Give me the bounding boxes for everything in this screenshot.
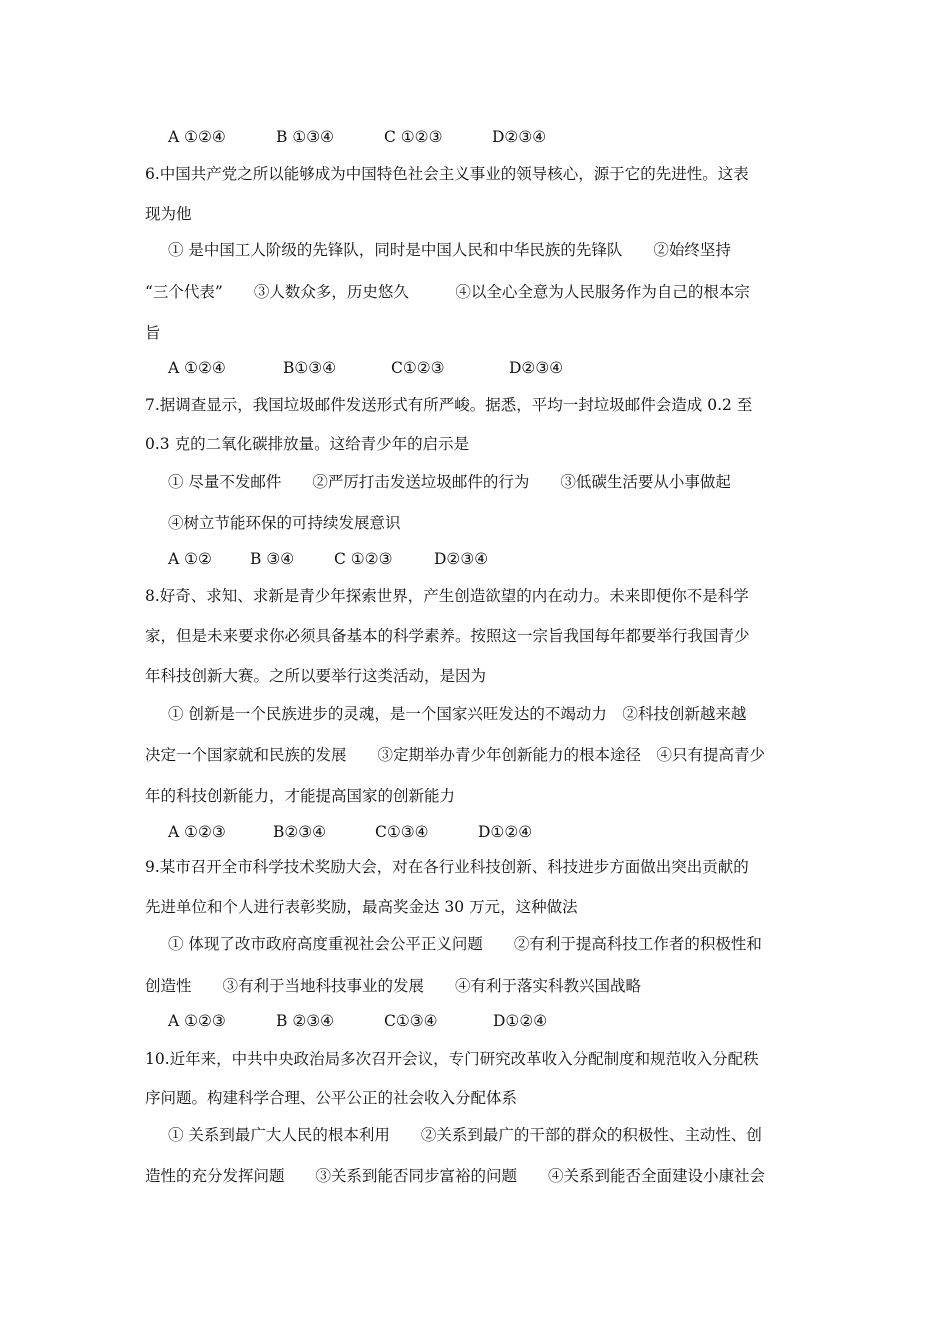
q9-options [168, 1010, 547, 1032]
q9-stem-line-1: 9.某市召开全市科学技术奖励大会，对在各行业科技创新、科技进步方面做出突出贡献的 [145, 858, 749, 876]
q9-item-line-2: 创造性 ③有利于当地科技事业的发展 ④有利于落实科教兴国战略 [145, 977, 642, 995]
option-c: C ①②③ [384, 128, 443, 146]
q8-item-line-1: ① 创新是一个民族进步的灵魂，是一个国家兴旺发达的不竭动力 ②科技创新越来越 [168, 705, 747, 723]
q9-stem-line-2: 先进单位和个人进行表彰奖励，最高奖金达 30 万元，这种做法 [145, 898, 578, 916]
option-b: B②③④ [273, 823, 327, 841]
q8-item-line-3: 年的科技创新能力，才能提高国家的创新能力 [145, 787, 456, 805]
q6-stem-line-1: 6.中国共产党之所以能够成为中国特色社会主义事业的领导核心，源于它的先进性。这表 [145, 165, 749, 183]
q7-stem-line-1: 7.据调查显示，我国垃圾邮件发送形式有所严峻。据悉，平均一封垃圾邮件会造成 0.2 至 [145, 396, 753, 414]
option-d: D①②④ [478, 823, 533, 841]
q7-item-line-2: ④树立节能环保的可持续发展意识 [168, 514, 401, 532]
option-a: A ①②③ [168, 1012, 226, 1030]
option-d: D②③④ [492, 128, 547, 146]
q10-item-line-1: ① 关系到最广大人民的根本利用 ②关系到最广的干部的群众的积极性、主动性、创 [168, 1126, 762, 1144]
option-b: B ①③④ [276, 128, 335, 146]
option-a: A ①②④ [168, 128, 226, 146]
q7-options [168, 548, 488, 570]
option-a: A ①②③ [168, 823, 226, 841]
q6-options [168, 357, 563, 379]
q7-item-line-1: ① 尽量不发邮件 ②严厉打击发送垃圾邮件的行为 ③低碳生活要从小事做起 [168, 473, 731, 491]
q8-stem-line-2: 家，但是未来要求你必须具备基本的科学素养。按照这一宗旨我国每年都要举行我国青少 [145, 627, 750, 645]
q7-stem-line-2: 0.3 克的二氧化碳排放量。这给青少年的启示是 [145, 435, 470, 453]
option-c: C ①②③ [334, 550, 393, 568]
q9-item-line-1: ① 体现了改市政府高度重视社会公平正义问题 ②有利于提高科技工作者的积极性和 [168, 935, 762, 953]
option-a: A ①② [168, 550, 212, 568]
q10-stem-line-2: 序问题。构建科学合理、公平公正的社会收入分配体系 [145, 1089, 518, 1107]
option-c: C①③④ [375, 823, 429, 841]
q10-item-line-2: 造性的充分发挥问题 ③关系到能否同步富裕的问题 ④关系到能否全面建设小康社会 [145, 1167, 766, 1185]
q8-stem-line-3: 年科技创新大赛。之所以要举行这类活动，是因为 [145, 667, 487, 685]
option-d: D②③④ [509, 359, 564, 377]
q10-stem-line-1: 10.近年来，中共中央政治局多次召开会议，专门研究改革收入分配制度和规范收入分配秩 [145, 1050, 759, 1068]
option-d: D①②④ [493, 1012, 548, 1030]
option-c: C①③④ [384, 1012, 438, 1030]
q6-item-line-3: 旨 [145, 324, 161, 342]
q6-item-line-1: ① 是中国工人阶级的先锋队，同时是中国人民和中华民族的先锋队 ②始终坚持 [168, 241, 731, 259]
q8-item-line-2: 决定一个国家就和民族的发展 ③定期举办青少年创新能力的根本途径 ④只有提高青少 [145, 746, 766, 764]
option-d: D②③④ [434, 550, 489, 568]
option-b: B①③④ [283, 359, 337, 377]
q8-stem-line-1: 8.好奇、求知、求新是青少年探索世界，产生创造欲望的内在动力。未来即便你不是科学 [145, 587, 749, 605]
q8-options [168, 821, 532, 843]
option-a: A ①②④ [168, 359, 226, 377]
q6-stem-line-2: 现为他 [145, 205, 192, 223]
q6-item-line-2: “三个代表” ③人数众多，历史悠久 ④以全心全意为人民服务作为自己的根本宗 [145, 283, 750, 301]
option-b: B ③④ [250, 550, 295, 568]
q5-options [168, 126, 546, 148]
option-b: B ②③④ [276, 1012, 335, 1030]
option-c: C①②③ [391, 359, 445, 377]
